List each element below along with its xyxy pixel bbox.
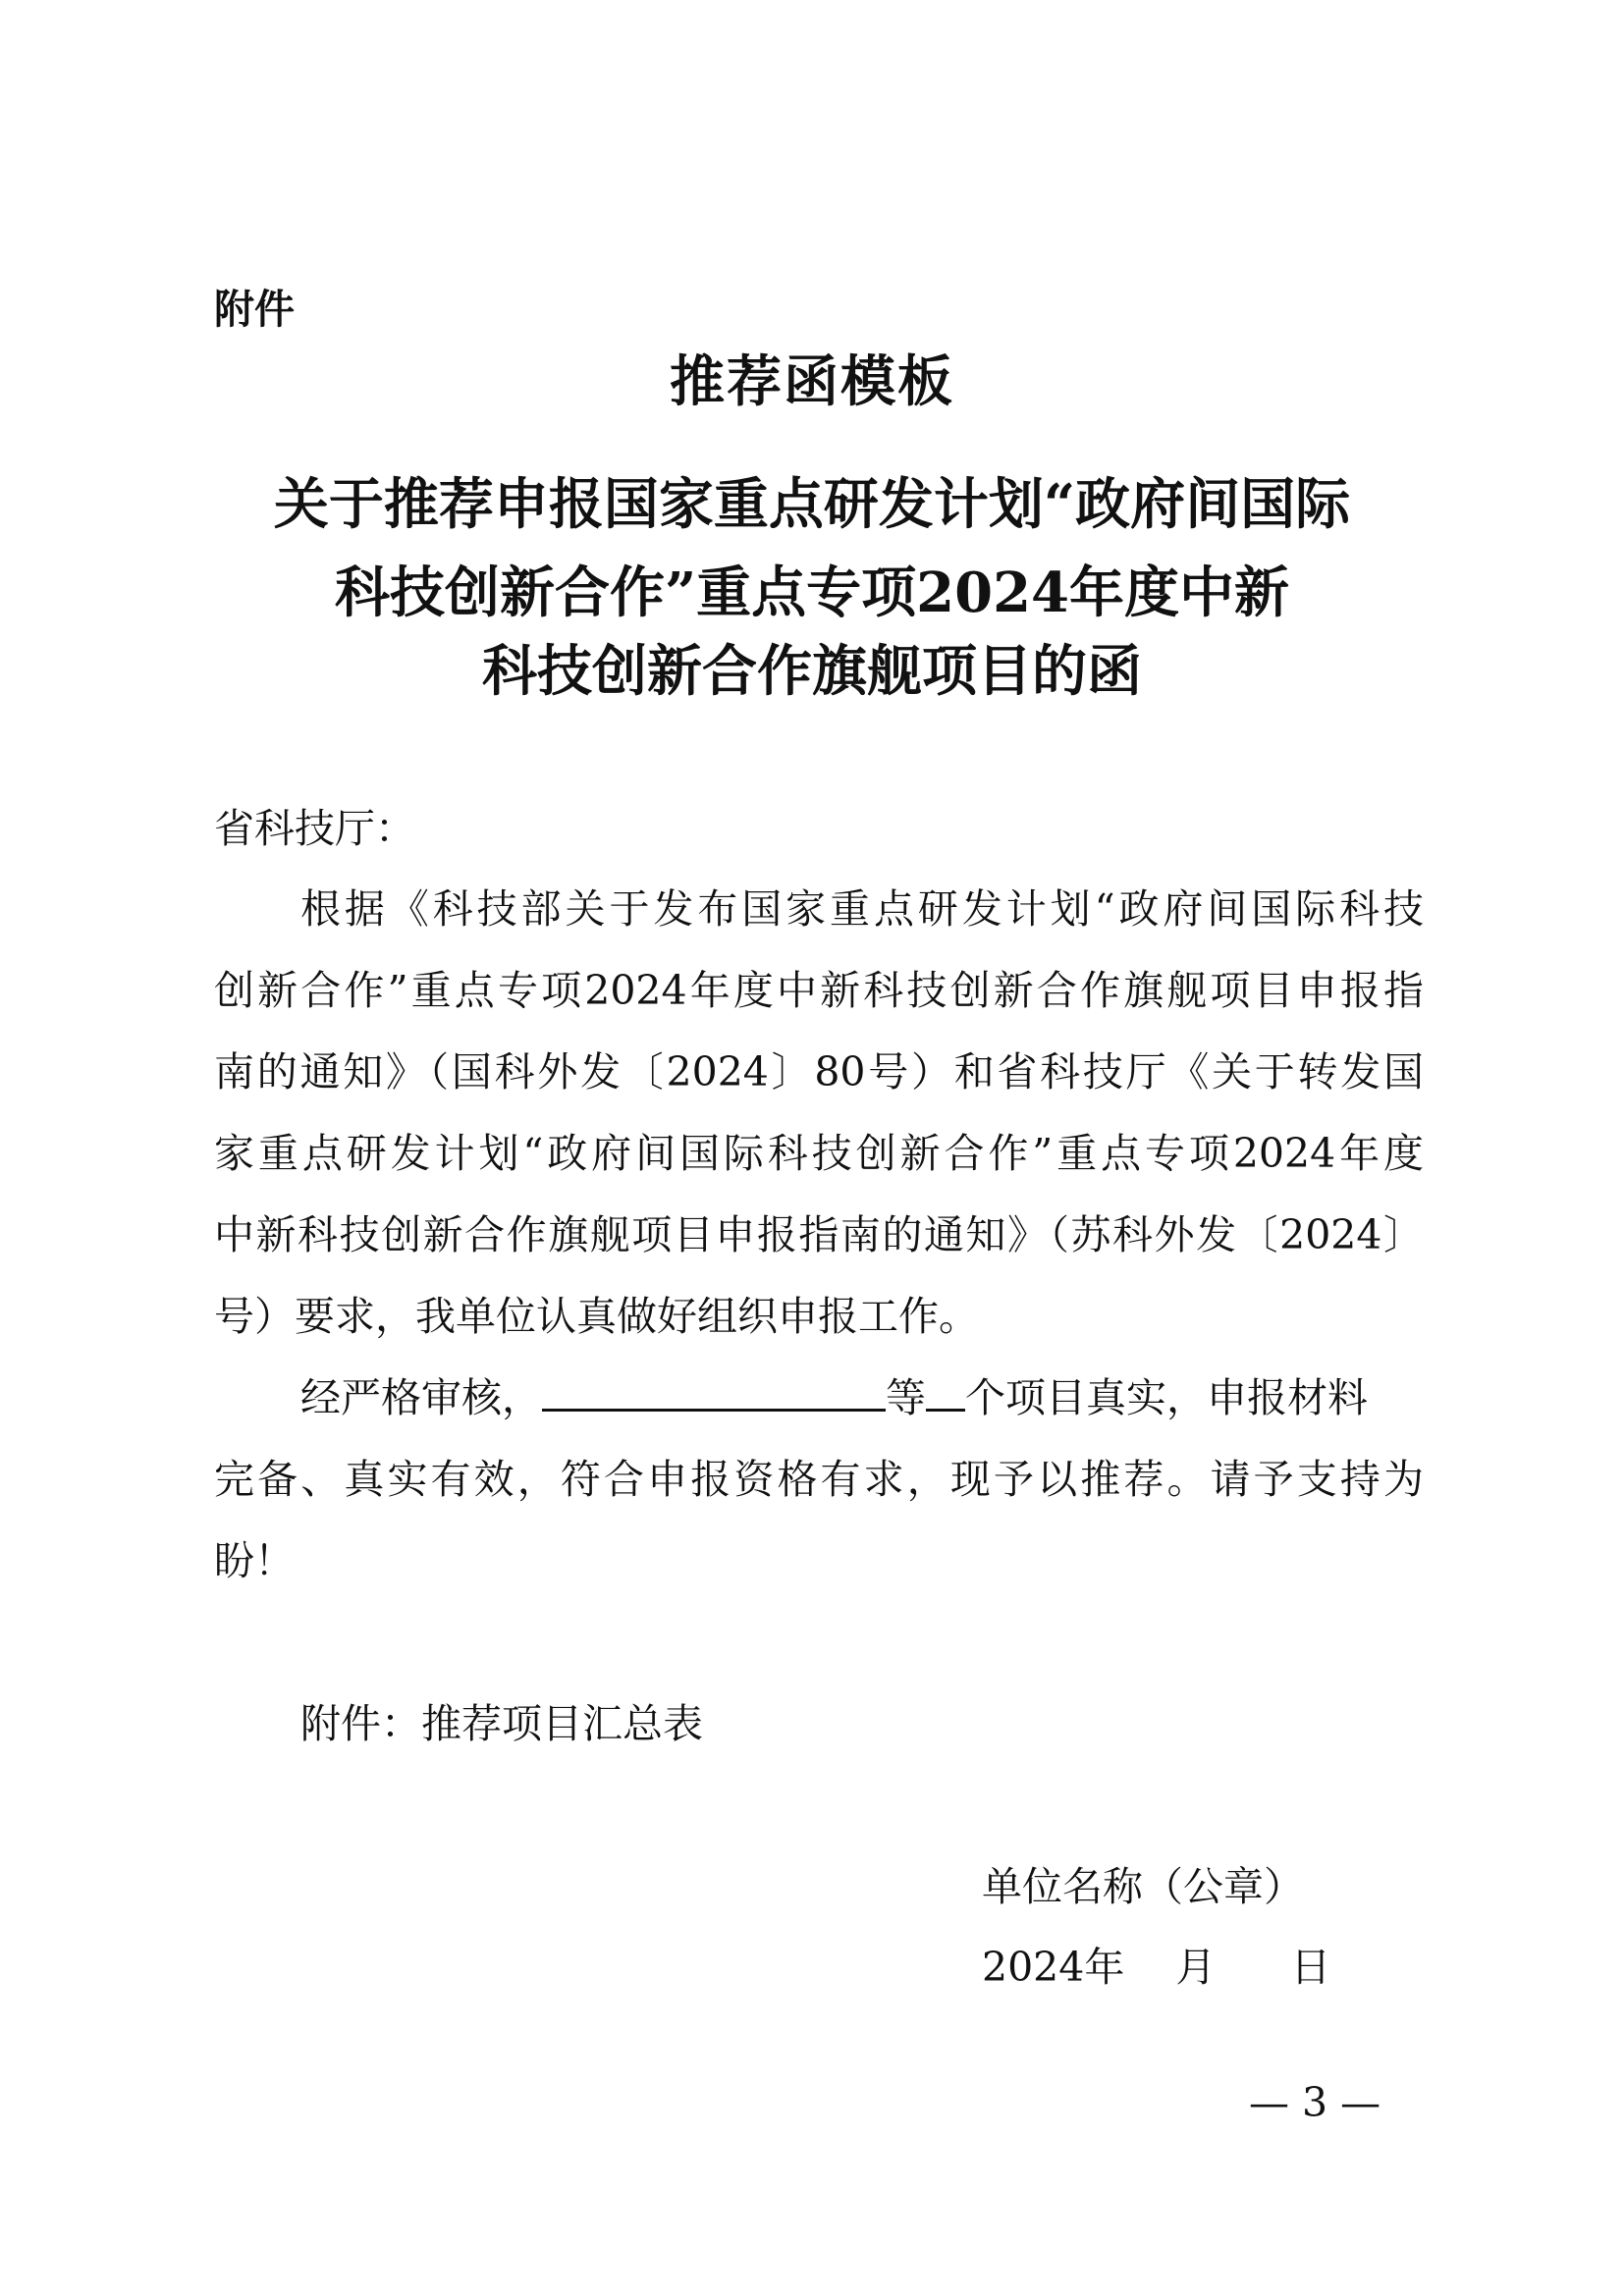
date-month: 月 <box>1175 1944 1217 1991</box>
attachment-label: 附件 <box>214 286 295 333</box>
attachment-note: 附件：推荐项目汇总表 <box>300 1700 703 1747</box>
projects-true-text: 个项目真实，申报材料 <box>965 1374 1368 1421</box>
paragraph1-line-2: 创新合作”重点专项2024年度中新科技创新合作旗舰项目申报指 <box>214 967 1424 1014</box>
paragraph2-line-3: 盼！ <box>214 1537 295 1584</box>
subtitle-line-2: 科技创新合作”重点专项2024年度中新 <box>334 561 1290 625</box>
project-count-blank[interactable] <box>926 1375 965 1412</box>
project-names-blank[interactable] <box>542 1375 886 1412</box>
paragraph2-line-1 <box>300 1374 1424 1421</box>
salutation: 省科技厅： <box>214 805 415 852</box>
paragraph1-line-5: 中新科技创新合作旗舰项目申报指南的通知》（苏科外发〔2024〕 <box>214 1211 1424 1258</box>
page-number: — 3 — <box>1249 2079 1381 2126</box>
signature-unit: 单位名称（公章） <box>982 1863 1304 1910</box>
signature-date <box>982 1944 1330 1991</box>
review-text: 经严格审核， <box>300 1374 542 1421</box>
paragraph1-line-4: 家重点研发计划“政府间国际科技创新合作”重点专项2024年度 <box>214 1130 1424 1177</box>
date-day: 日 <box>1290 1944 1331 1991</box>
subtitle-line-3: 科技创新合作旗舰项目的函 <box>482 639 1142 704</box>
paragraph2-line-2: 完备、真实有效，符合申报资格有求，现予以推荐。请予支持为 <box>214 1456 1424 1503</box>
date-year: 2024年 <box>982 1944 1125 1991</box>
etc-text: 等 <box>886 1374 926 1421</box>
paragraph1-line-6: 号）要求，我单位认真做好组织申报工作。 <box>214 1293 979 1340</box>
paragraph1-line-3: 南的通知》（国科外发〔2024〕80号）和省科技厅《关于转发国 <box>214 1048 1424 1095</box>
document-title: 推荐函模板 <box>670 349 954 414</box>
paragraph1-line-1: 根据《科技部关于发布国家重点研发计划“政府间国际科技 <box>300 885 1424 933</box>
subtitle-line-1: 关于推荐申报国家重点研发计划“政府间国际 <box>273 472 1351 537</box>
